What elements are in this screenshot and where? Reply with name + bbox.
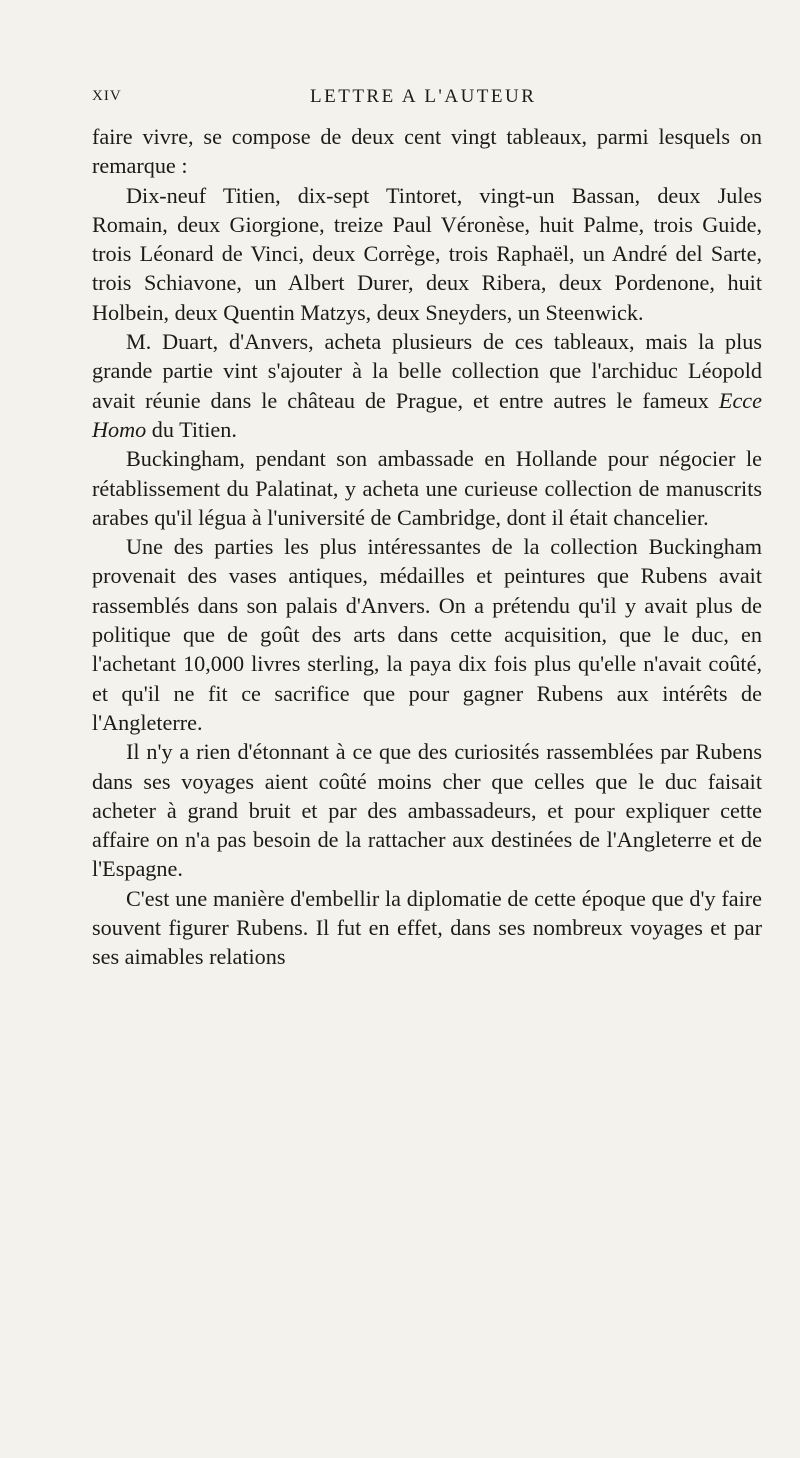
paragraph-duart-end: du Titien.: [146, 416, 237, 442]
paragraph-buckingham: Buckingham, pendant son ambassade en Hollande pour négocier le rétablissement du Palatinat, y acheta une curieuse collection de manuscrits arabes qu'il légua à l'université de Cambridge, dont il était chancelier.: [92, 446, 762, 530]
running-title: LETTRE A L'AUTEUR: [310, 86, 537, 107]
paragraph-diplomatie: C'est une manière d'embellir la diplomatie de cette époque que d'y faire souvent figurer Rubens. Il fut en effet, dans ses nombreux voyages et par ses aimables relations: [92, 885, 762, 970]
body-text: [92, 122, 762, 972]
ecce-homo-title: Ecce Homo: [92, 387, 762, 442]
paragraph-continued: faire vivre, se compose de deux cent vingt tableaux, parmi lesquels on remarque :: [92, 124, 762, 179]
paragraph-duart: [92, 327, 762, 444]
paragraph-collection: Une des parties les plus intéressantes de la collection Buckingham provenait des vases antiques, médailles et peintures que Rubens avait rassemblés dans son palais d'Anvers. On a prétendu qu'il y avait plus de politique que de goût des arts dans cette acquisition, que le duc, en l'achetant 10,000 livres sterling, la paya dix fois plus qu'elle n'avait coûté, et qu'il ne fit ce sacrifice que pour gagner Rubens aux intérêts de l'Angleterre.: [92, 534, 762, 735]
paragraph-duart-text: M. Duart, d'Anvers, acheta plusieurs de ces tableaux, mais la plus grande partie vint s'ajouter à la belle collection que l'archiduc Léopold avait réunie dans le château de Prague, et entre autres le fameux: [92, 329, 762, 413]
paragraph-curiosites: Il n'y a rien d'étonnant à ce que des curiosités rassemblées par Rubens dans ses voyages aient coûté moins cher que celles que le duc faisait acheter à grand bruit et par des ambassadeurs, et pour expliquer cette affaire on n'a pas besoin de la rattacher aux destinées de l'Angleterre et de l'Espagne.: [92, 739, 762, 882]
running-head: [0, 88, 800, 118]
paragraph-painters-list: Dix-neuf Titien, dix-sept Tintoret, vingt-un Bassan, deux Jules Romain, deux Giorgione, treize Paul Véronèse, huit Palme, trois Guide, trois Léonard de Vinci, deux Corrège, trois Raphaël, un André del Sarte, trois Schiavone, un Albert Durer, deux Ribera, deux Pordenone, huit Holbein, deux Quentin Matzys, deux Sneyders, un Steenwick.: [92, 182, 762, 325]
page-number: XIV: [92, 88, 122, 104]
